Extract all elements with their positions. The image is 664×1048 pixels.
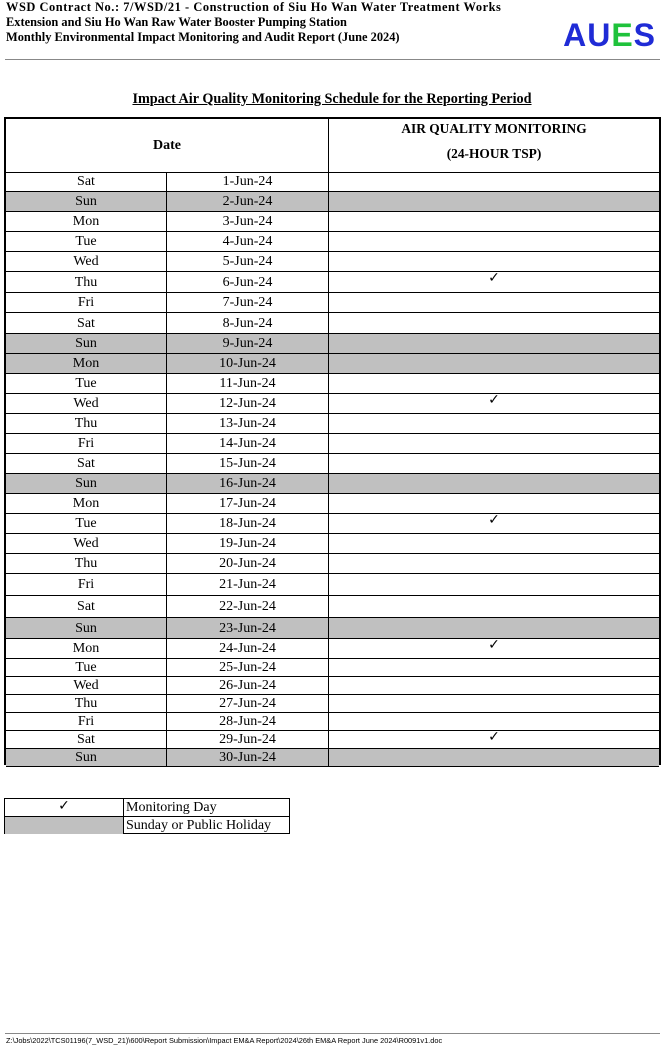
aqm-cell <box>329 252 659 271</box>
aqm-cell <box>329 494 659 513</box>
date-cell <box>167 534 329 553</box>
day-label: Wed <box>73 536 99 551</box>
aqm-cell <box>329 394 659 413</box>
aqm-cell <box>329 596 659 617</box>
table-row <box>6 212 659 232</box>
logo-part-e: E <box>611 17 634 53</box>
day-label: Tue <box>75 660 97 675</box>
header-line-3: Monthly Environmental Impact Monitoring and Audit Report (June 2024) <box>6 30 400 44</box>
date-cell <box>167 252 329 271</box>
day-label: Wed <box>73 678 99 693</box>
table-row <box>6 172 659 192</box>
header-line-1: WSD Contract No.: 7/WSD/21 - Construction of Siu Ho Wan Water Treatment Works <box>6 0 502 14</box>
day-cell <box>6 192 167 211</box>
table-row <box>6 394 659 414</box>
date-cell <box>167 659 329 676</box>
table-row <box>6 354 659 374</box>
aqm-cell <box>329 574 659 595</box>
header-line-2: Extension and Siu Ho Wan Raw Water Booster Pumping Station <box>6 15 347 29</box>
check-icon: ✓ <box>58 798 70 814</box>
date-cell <box>167 414 329 433</box>
day-label: Thu <box>74 275 98 290</box>
day-cell <box>6 394 167 413</box>
day-cell <box>6 212 167 231</box>
date-cell <box>167 618 329 638</box>
document-header <box>6 0 546 45</box>
file-path-footer: Z:\Jobs\2022\TCS01196(7_WSD_21)\600\Report Submission\Impact EM&A Report\2024\26th EM&A Report June 2024\R0091v1.doc <box>6 1036 443 1045</box>
date-cell <box>167 474 329 493</box>
aqm-cell <box>329 554 659 573</box>
legend-monitoring-label: Monitoring Day <box>126 800 217 815</box>
table-row <box>6 272 659 293</box>
table-row <box>6 414 659 434</box>
day-cell <box>6 374 167 393</box>
day-label: Fri <box>77 577 95 592</box>
table-row <box>6 434 659 454</box>
date-cell <box>167 677 329 694</box>
date-label: 14-Jun-24 <box>219 436 276 451</box>
day-label: Mon <box>72 214 100 229</box>
date-cell <box>167 434 329 453</box>
day-label: Tue <box>75 516 97 531</box>
table-row <box>6 554 659 574</box>
day-label: Fri <box>77 436 95 451</box>
footer-divider <box>5 1033 660 1034</box>
day-cell <box>6 695 167 712</box>
table-row <box>6 252 659 272</box>
check-icon: ✓ <box>488 512 500 528</box>
day-cell <box>6 414 167 433</box>
table-row <box>6 474 659 494</box>
table-row <box>6 618 659 639</box>
date-cell <box>167 172 329 191</box>
date-label: 16-Jun-24 <box>219 476 276 491</box>
date-label: 30-Jun-24 <box>219 750 276 765</box>
aqm-cell <box>329 374 659 393</box>
table-row <box>6 659 659 677</box>
day-label: Thu <box>74 556 98 571</box>
legend-row-monitoring <box>5 799 289 817</box>
table-row <box>6 334 659 354</box>
date-cell <box>167 272 329 292</box>
date-cell <box>167 374 329 393</box>
day-cell <box>6 677 167 694</box>
date-cell <box>167 639 329 658</box>
day-label: Mon <box>72 496 100 511</box>
date-label: 13-Jun-24 <box>219 416 276 431</box>
date-label: 10-Jun-24 <box>219 356 276 371</box>
day-cell <box>6 474 167 493</box>
aqm-column-header <box>329 119 659 172</box>
table-row <box>6 374 659 394</box>
table-row <box>6 534 659 554</box>
day-cell <box>6 494 167 513</box>
check-icon: ✓ <box>488 270 500 286</box>
day-cell <box>6 618 167 638</box>
date-label: 19-Jun-24 <box>219 536 276 551</box>
day-label: Wed <box>73 396 99 411</box>
aqm-cell <box>329 695 659 712</box>
date-cell <box>167 695 329 712</box>
date-cell <box>167 354 329 373</box>
day-label: Mon <box>72 641 100 656</box>
aqm-cell <box>329 334 659 353</box>
date-label: 9-Jun-24 <box>222 336 273 351</box>
aqm-cell <box>329 639 659 658</box>
day-label: Mon <box>72 356 100 371</box>
legend-holiday-label: Sunday or Public Holiday <box>126 818 272 833</box>
date-label: 2-Jun-24 <box>222 194 273 209</box>
schedule-rows <box>6 172 659 767</box>
aqm-cell <box>329 534 659 553</box>
day-cell <box>6 172 167 191</box>
date-column-header: Date <box>6 119 329 172</box>
day-label: Thu <box>74 696 98 711</box>
date-label: 15-Jun-24 <box>219 456 276 471</box>
aqm-header-line-1: AIR QUALITY MONITORING <box>401 121 587 136</box>
day-cell <box>6 639 167 658</box>
date-cell <box>167 596 329 617</box>
aqm-cell <box>329 293 659 312</box>
logo-part-s: S <box>633 17 656 53</box>
date-label: 29-Jun-24 <box>219 732 276 747</box>
date-label: 27-Jun-24 <box>219 696 276 711</box>
date-label: 6-Jun-24 <box>222 275 273 290</box>
day-cell <box>6 659 167 676</box>
date-cell <box>167 494 329 513</box>
day-cell <box>6 313 167 333</box>
date-cell <box>167 313 329 333</box>
aqm-cell <box>329 618 659 638</box>
day-cell <box>6 272 167 292</box>
date-cell <box>167 749 329 766</box>
date-cell <box>167 293 329 312</box>
day-cell <box>6 514 167 533</box>
schedule-table-header <box>6 119 659 173</box>
day-cell <box>6 534 167 553</box>
legend-check-cell <box>5 799 124 816</box>
day-label: Sat <box>77 599 95 614</box>
table-row <box>6 192 659 212</box>
date-label: 22-Jun-24 <box>219 599 276 614</box>
day-label: Wed <box>73 254 99 269</box>
check-icon: ✓ <box>488 729 500 745</box>
header-divider <box>5 59 660 60</box>
date-label: 25-Jun-24 <box>219 660 276 675</box>
day-label: Tue <box>75 234 97 249</box>
day-label: Tue <box>75 376 97 391</box>
aqm-cell <box>329 514 659 533</box>
date-label: 3-Jun-24 <box>222 214 273 229</box>
date-label: 24-Jun-24 <box>219 641 276 656</box>
table-row <box>6 713 659 731</box>
table-row <box>6 749 659 767</box>
aqm-cell <box>329 172 659 191</box>
legend <box>4 798 290 834</box>
date-label: 26-Jun-24 <box>219 678 276 693</box>
day-label: Sun <box>75 476 97 491</box>
page-title: Impact Air Quality Monitoring Schedule for the Reporting Period <box>132 91 532 107</box>
day-cell <box>6 252 167 271</box>
day-cell <box>6 554 167 573</box>
table-row <box>6 232 659 252</box>
day-cell <box>6 293 167 312</box>
aqm-cell <box>329 731 659 748</box>
day-label: Sat <box>77 316 95 331</box>
date-cell <box>167 212 329 231</box>
day-label: Thu <box>74 416 98 431</box>
aqm-cell <box>329 659 659 676</box>
day-cell <box>6 749 167 766</box>
day-label: Sat <box>77 174 95 189</box>
date-cell <box>167 192 329 211</box>
aqm-cell <box>329 232 659 251</box>
date-label: 1-Jun-24 <box>222 174 273 189</box>
date-cell <box>167 713 329 730</box>
date-label: 20-Jun-24 <box>219 556 276 571</box>
aues-logo <box>563 17 656 53</box>
table-row <box>6 494 659 514</box>
table-row <box>6 313 659 334</box>
day-cell <box>6 434 167 453</box>
day-cell <box>6 334 167 353</box>
aqm-cell <box>329 192 659 211</box>
table-row <box>6 514 659 534</box>
check-icon: ✓ <box>488 637 500 653</box>
date-cell <box>167 554 329 573</box>
aqm-cell <box>329 677 659 694</box>
table-row <box>6 677 659 695</box>
day-label: Sun <box>75 750 97 765</box>
aqm-cell <box>329 434 659 453</box>
day-label: Fri <box>77 295 95 310</box>
aqm-cell <box>329 212 659 231</box>
aqm-cell <box>329 272 659 292</box>
date-label: 8-Jun-24 <box>222 316 273 331</box>
aqm-cell <box>329 474 659 493</box>
day-cell <box>6 731 167 748</box>
date-cell <box>167 454 329 473</box>
date-cell <box>167 232 329 251</box>
day-label: Fri <box>77 714 95 729</box>
table-row <box>6 731 659 749</box>
day-label: Sun <box>75 194 97 209</box>
table-row <box>6 639 659 659</box>
day-cell <box>6 713 167 730</box>
date-label: 7-Jun-24 <box>222 295 273 310</box>
date-label: 11-Jun-24 <box>219 376 276 391</box>
day-label: Sat <box>77 456 95 471</box>
aqm-header-line-2: (24-HOUR TSP) <box>446 146 542 161</box>
day-label: Sun <box>75 621 97 636</box>
date-label: 4-Jun-24 <box>222 234 273 249</box>
date-cell <box>167 514 329 533</box>
check-icon: ✓ <box>488 392 500 408</box>
day-cell <box>6 454 167 473</box>
table-row <box>6 695 659 713</box>
date-label: 18-Jun-24 <box>219 516 276 531</box>
aqm-cell <box>329 749 659 766</box>
legend-row-holiday <box>5 817 289 834</box>
table-row <box>6 293 659 313</box>
aqm-cell <box>329 414 659 433</box>
date-cell <box>167 334 329 353</box>
date-cell <box>167 731 329 748</box>
schedule-table <box>4 117 661 765</box>
day-cell <box>6 232 167 251</box>
table-row <box>6 596 659 618</box>
day-label: Sat <box>77 732 95 747</box>
aqm-cell <box>329 354 659 373</box>
table-row <box>6 454 659 474</box>
day-cell <box>6 574 167 595</box>
date-label: 5-Jun-24 <box>222 254 273 269</box>
date-label: 23-Jun-24 <box>219 621 276 636</box>
date-cell <box>167 394 329 413</box>
legend-shade-swatch <box>5 817 124 834</box>
aqm-cell <box>329 454 659 473</box>
date-label: 12-Jun-24 <box>219 396 276 411</box>
aqm-cell <box>329 713 659 730</box>
date-label: 21-Jun-24 <box>219 577 276 592</box>
day-label: Sun <box>75 336 97 351</box>
logo-part-au: AU <box>563 17 612 53</box>
aqm-cell <box>329 313 659 333</box>
day-cell <box>6 354 167 373</box>
day-cell <box>6 596 167 617</box>
date-label: 17-Jun-24 <box>219 496 276 511</box>
table-row <box>6 574 659 596</box>
date-label: 28-Jun-24 <box>219 714 276 729</box>
date-cell <box>167 574 329 595</box>
